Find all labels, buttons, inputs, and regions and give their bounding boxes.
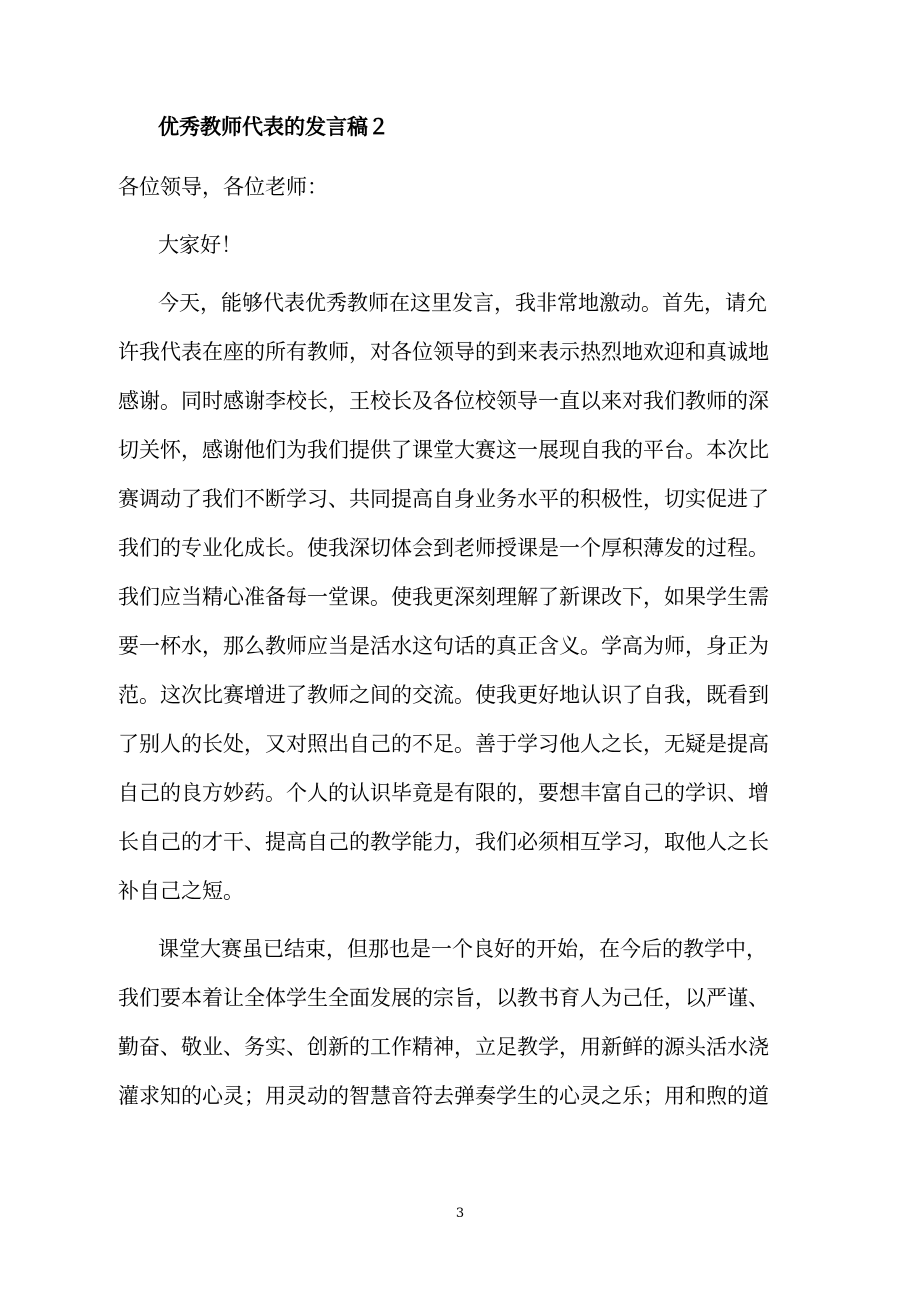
paragraph-line: 我们要本着让全体学生全面发展的宗旨，以教书育人为己任，以严谨、 bbox=[118, 986, 769, 1010]
paragraph-line: 许我代表在座的所有教师，对各位领导的到来表示热烈地欢迎和真诚地 bbox=[118, 340, 769, 364]
paragraph-line: 我们的专业化成长。使我深切体会到老师授课是一个厚积薄发的过程。 bbox=[118, 536, 769, 560]
paragraph-line: 今天，能够代表优秀教师在这里发言，我非常地激动。首先，请允 bbox=[158, 291, 767, 315]
paragraph-line: 勤奋、敬业、务实、创新的工作精神，立足教学，用新鲜的源头活水浇 bbox=[118, 1035, 769, 1059]
paragraph-line: 灌求知的心灵；用灵动的智慧音符去弹奏学生的心灵之乐；用和煦的道 bbox=[118, 1084, 769, 1108]
paragraph-line: 我们应当精心准备每一堂课。使我更深刻理解了新课改下，如果学生需 bbox=[118, 585, 769, 609]
paragraph-line: 范。这次比赛增进了教师之间的交流。使我更好地认识了自我，既看到 bbox=[118, 683, 769, 707]
paragraph-line: 感谢。同时感谢李校长，王校长及各位校领导一直以来对我们教师的深 bbox=[118, 389, 769, 413]
paragraph-line: 自己的良方妙药。个人的认识毕竟是有限的，要想丰富自己的学识、增 bbox=[118, 781, 769, 805]
greeting: 大家好！ bbox=[158, 233, 242, 257]
salutation: 各位领导，各位老师： bbox=[118, 175, 328, 199]
paragraph-line: 要一杯水，那么教师应当是活水这句话的真正含义。学高为师，身正为 bbox=[118, 634, 769, 658]
paragraph-line: 了别人的长处，又对照出自己的不足。善于学习他人之长，无疑是提高 bbox=[118, 732, 769, 756]
paragraph-line: 赛调动了我们不断学习、共同提高自身业务水平的积极性，切实促进了 bbox=[118, 487, 769, 511]
document-title: 优秀教师代表的发言稿２ bbox=[158, 114, 389, 139]
paragraph-line: 补自己之短。 bbox=[118, 879, 244, 903]
paragraph-line: 课堂大赛虽已结束，但那也是一个良好的开始，在今后的教学中， bbox=[158, 937, 767, 961]
page-number: 3 bbox=[455, 1206, 465, 1221]
paragraph-line: 长自己的才干、提高自己的教学能力，我们必须相互学习，取他人之长 bbox=[118, 830, 769, 854]
paragraph-line: 切关怀，感谢他们为我们提供了课堂大赛这一展现自我的平台。本次比 bbox=[118, 438, 769, 462]
